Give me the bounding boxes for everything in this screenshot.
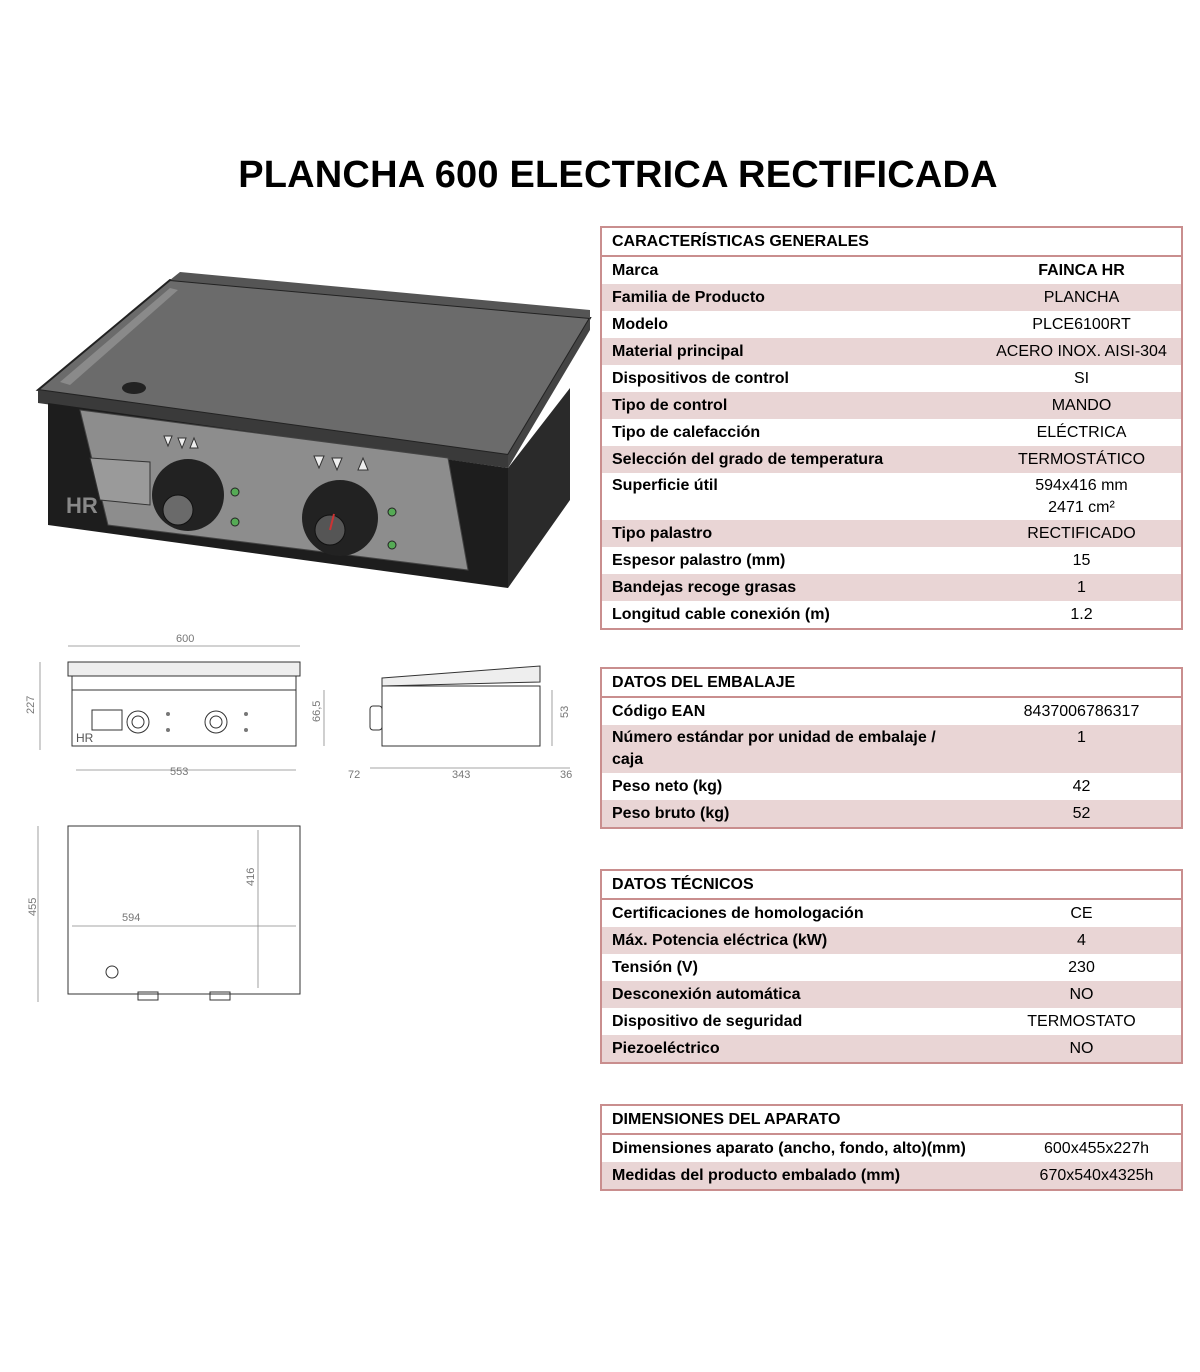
cell-value: 600x455x227h <box>1044 1140 1149 1157</box>
table-row <box>602 392 1181 419</box>
knob-right <box>302 480 378 556</box>
cell-value: PLCE6100RT <box>1032 316 1131 333</box>
cell-value: 1 <box>1077 729 1086 746</box>
table-row <box>602 1008 1181 1035</box>
table-row <box>602 1162 1181 1189</box>
table-title: DIMENSIONES DEL APARATO <box>602 1106 1181 1135</box>
table-row <box>602 338 1181 365</box>
table-row <box>602 473 1181 520</box>
dim-width: 600 <box>176 633 195 645</box>
side-view-drawing <box>340 660 580 790</box>
table-row <box>602 574 1181 601</box>
cell-label: Máx. Potencia eléctrica (kW) <box>612 932 828 949</box>
table-title: CARACTERÍSTICAS GENERALES <box>602 228 1181 257</box>
cell-label: Superficie útil <box>612 477 718 494</box>
table-row <box>602 419 1181 446</box>
cell-label: Certificaciones de homologación <box>612 905 864 922</box>
dim-side-height: 53 <box>559 705 571 718</box>
drawing-logo: HR <box>76 731 94 745</box>
dim-side-right: 36 <box>560 769 573 781</box>
cell-value: 1.2 <box>1070 606 1093 623</box>
cell-label: Dispositivos de control <box>612 370 789 387</box>
cell-label: Modelo <box>612 316 668 333</box>
dim-inner-width: 553 <box>170 766 189 778</box>
table-row <box>602 773 1181 800</box>
cell-label: Marca <box>612 262 659 279</box>
cell-value: CE <box>1070 905 1093 922</box>
cell-value: 230 <box>1068 959 1095 976</box>
cell-value: 4 <box>1077 932 1086 949</box>
cell-label: Selección del grado de temperatura <box>612 451 884 468</box>
cell-value: ACERO INOX. AISI-304 <box>996 343 1167 360</box>
cell-label: 2471 cm² <box>1048 499 1115 516</box>
table-row <box>602 698 1181 725</box>
table-row <box>602 446 1181 473</box>
table-row <box>602 1035 1181 1062</box>
dim-top-depth: 455 <box>27 897 39 916</box>
dim-side-depth: 343 <box>452 769 471 781</box>
cell-label: Tipo palastro <box>612 525 713 542</box>
brand-logo: HR <box>66 493 98 518</box>
cell-value: SI <box>1073 370 1090 387</box>
cell-label: Dispositivo de seguridad <box>612 1013 803 1030</box>
cell-label: Número estándar por unidad de embalaje / <box>612 729 936 746</box>
front-view-drawing <box>20 630 340 790</box>
cell-label: Peso bruto (kg) <box>612 805 730 822</box>
cell-value: 15 <box>1072 552 1091 569</box>
table-row <box>602 954 1181 981</box>
table-row <box>602 257 1181 284</box>
table-title: DATOS TÉCNICOS <box>602 871 1181 900</box>
cell-label: Tipo de calefacción <box>612 424 761 441</box>
table-row <box>602 927 1181 954</box>
cell-label: Espesor palastro (mm) <box>612 552 786 569</box>
cell-label: Dimensiones aparato (ancho, fondo, alto)(mm) <box>612 1140 966 1157</box>
page-title: PLANCHA 600 ELECTRICA RECTIFICADA <box>238 154 998 196</box>
cell-label: caja <box>612 751 644 768</box>
cell-label: Medidas del producto embalado (mm) <box>612 1167 901 1184</box>
table-row <box>602 1135 1181 1162</box>
table-row <box>602 311 1181 338</box>
table-row <box>602 520 1181 547</box>
table-row <box>602 725 1181 773</box>
table-row <box>602 547 1181 574</box>
dim-height: 227 <box>25 695 37 714</box>
packaging-table <box>600 667 1183 829</box>
product-illustration <box>30 270 600 610</box>
cell-value: 52 <box>1072 805 1091 822</box>
knob-left <box>152 459 224 531</box>
dim-side-left: 72 <box>348 769 361 781</box>
cell-label: Longitud cable conexión (m) <box>612 606 830 623</box>
general-specs-table <box>600 226 1183 630</box>
cell-value: 42 <box>1072 778 1091 795</box>
cell-label: Código EAN <box>612 703 706 720</box>
table-title: DATOS DEL EMBALAJE <box>602 669 1181 698</box>
cell-value: FAINCA HR <box>1038 262 1125 279</box>
cell-value: 8437006786317 <box>1023 703 1140 720</box>
cell-value: NO <box>1069 986 1094 1003</box>
cell-value: PLANCHA <box>1043 289 1120 306</box>
cell-value: 670x540x4325h <box>1039 1167 1154 1184</box>
table-row <box>602 601 1181 628</box>
cell-value: 1 <box>1077 579 1086 596</box>
table-row <box>602 365 1181 392</box>
cell-value: ELÉCTRICA <box>1036 424 1127 441</box>
cell-value: NO <box>1069 1040 1094 1057</box>
top-view-drawing <box>20 820 320 1010</box>
drain-hole <box>122 382 146 394</box>
dimensions-table <box>600 1104 1183 1191</box>
cell-value: TERMOSTATO <box>1027 1013 1136 1030</box>
cell-label: Tensión (V) <box>612 959 698 976</box>
table-row <box>602 981 1181 1008</box>
cell-label: Familia de Producto <box>612 289 765 306</box>
cell-label: Material principal <box>612 343 744 360</box>
table-row <box>602 900 1181 927</box>
cell-label: Bandejas recoge grasas <box>612 579 797 596</box>
technical-table <box>600 869 1183 1064</box>
dim-top-inner-depth: 416 <box>245 867 257 886</box>
cell-label: 594x416 mm <box>1035 477 1128 494</box>
cell-label: Piezoeléctrico <box>612 1040 720 1057</box>
dim-top-inner-width: 594 <box>122 912 141 924</box>
cell-value: TERMOSTÁTICO <box>1017 451 1146 468</box>
cell-label: Tipo de control <box>612 397 728 414</box>
cell-label: Peso neto (kg) <box>612 778 723 795</box>
dim-control-height: 66,5 <box>311 700 323 722</box>
cell-value: RECTIFICADO <box>1027 525 1136 542</box>
cell-value: MANDO <box>1051 397 1112 414</box>
cell-label: Desconexión automática <box>612 986 801 1003</box>
table-row <box>602 284 1181 311</box>
table-row <box>602 800 1181 827</box>
